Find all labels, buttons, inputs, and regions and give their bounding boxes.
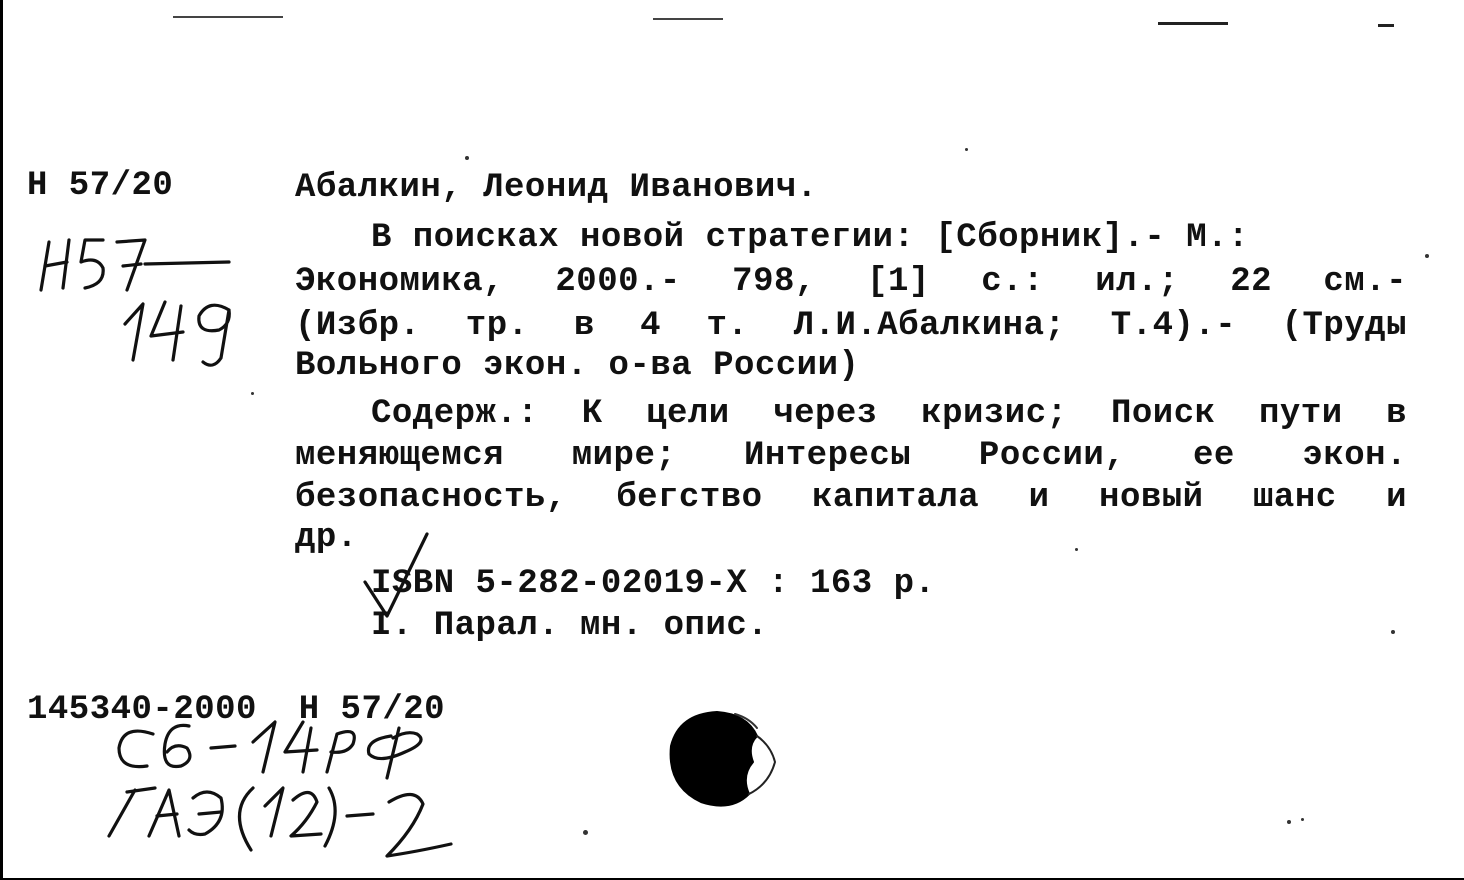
note-line: I. Парал. мн. опис. (371, 607, 769, 645)
title-line: (Избр. тр. в 4 т. Л.И.Абалкина; Т.4).- (Труды (295, 307, 1407, 345)
top-smudge-line (1378, 24, 1394, 27)
contents-line: Содерж.: К цели через кризис; Поиск пути в (371, 395, 1407, 433)
handwritten-code (103, 712, 493, 872)
speck (465, 156, 469, 160)
author-heading: Абалкин, Леонид Иванович. (295, 169, 818, 207)
contents-line: безопасность, бегство капитала и новый шанс и (295, 479, 1407, 517)
speck (965, 148, 968, 151)
top-smudge-line (1158, 22, 1228, 25)
shelfmark: Н 57/20 (27, 167, 174, 205)
handwritten-shelfmark (33, 228, 253, 368)
speck (1287, 820, 1291, 824)
speck (1391, 630, 1395, 634)
speck (1075, 548, 1078, 551)
speck (1425, 254, 1429, 258)
speck (251, 392, 254, 395)
accession-line: 145340-2000 Н 57/20 (27, 691, 446, 729)
ink-blot (665, 706, 785, 816)
title-line: В поисках новой стратегии: [Сборник].- М.: (371, 219, 1249, 257)
check-mark (359, 524, 439, 624)
title-line: Экономика, 2000.- 798, [1] с.: ил.; 22 см.- (295, 263, 1407, 301)
top-smudge-line (173, 16, 283, 18)
top-smudge-line (653, 18, 723, 20)
contents-line: меняющемся мире; Интересы России, ее экон. (295, 437, 1407, 475)
speck (583, 830, 588, 835)
contents-line: др. (295, 519, 358, 557)
title-line: Вольного экон. о-ва России) (295, 347, 860, 385)
speck (1301, 818, 1304, 821)
isbn-line: ISBN 5-282-02019-X : 163 р. (371, 565, 936, 603)
